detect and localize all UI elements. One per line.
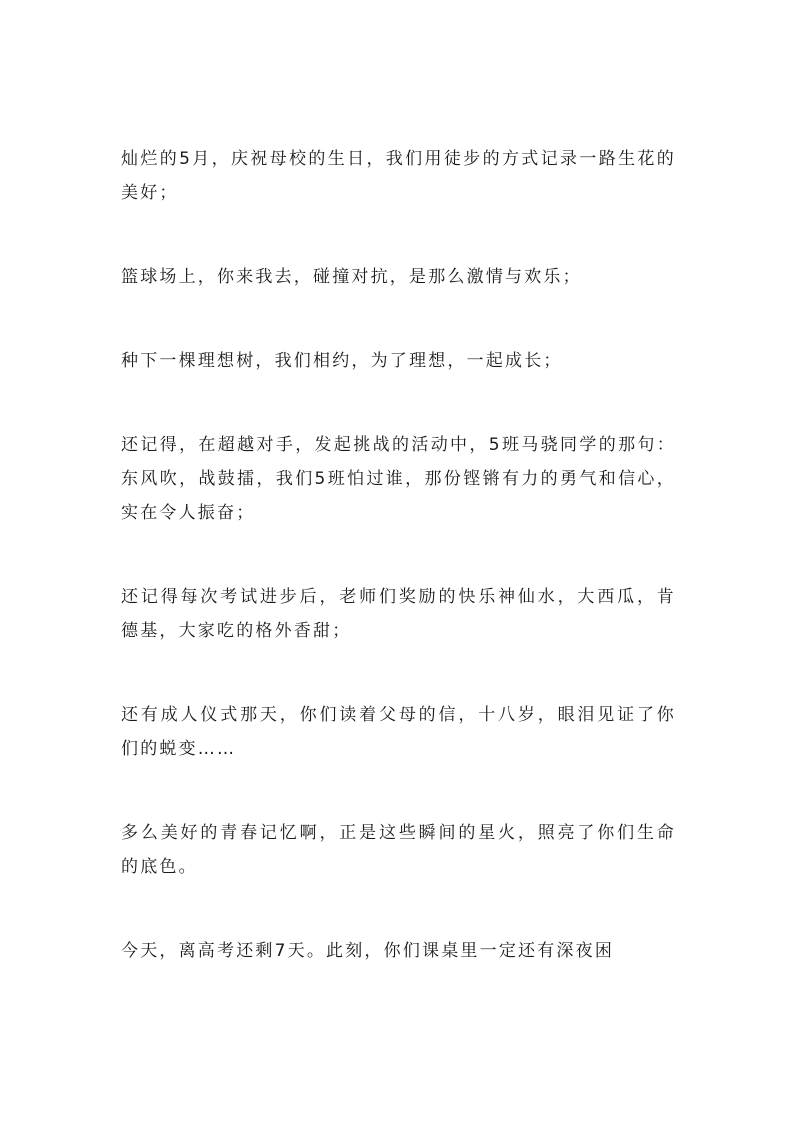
paragraph: 种下一棵理想树，我们相约，为了理想，一起成长； [121, 351, 563, 371]
paragraph: 多么美好的青春记忆啊，正是这些瞬间的星火，照亮了你们生命的底色。 [121, 823, 676, 877]
paragraph: 还有成人仪式那天，你们读着父母的信，十八岁，眼泪见证了你们的蜕变…… [121, 705, 676, 759]
paragraph: 灿烂的5月，庆祝母校的生日，我们用徒步的方式记录一路生花的美好； [121, 149, 676, 203]
paragraph: 篮球场上，你来我去，碰撞对抗，是那么激情与欢乐； [121, 267, 582, 287]
paragraph: 今天，离高考还剩7天。此刻，你们课桌里一定还有深夜困 [121, 941, 615, 961]
paragraph: 还记得每次考试进步后，老师们奖励的快乐神仙水，大西瓜，肯德基，大家吃的格外香甜； [121, 587, 676, 641]
paragraph: 还记得，在超越对手，发起挑战的活动中，5班马骁同学的那句：东风吹，战鼓擂，我们5班怕过谁，那份铿锵有力的勇气和信心，实在令人振奋； [121, 435, 676, 523]
document-body [121, 142, 676, 968]
